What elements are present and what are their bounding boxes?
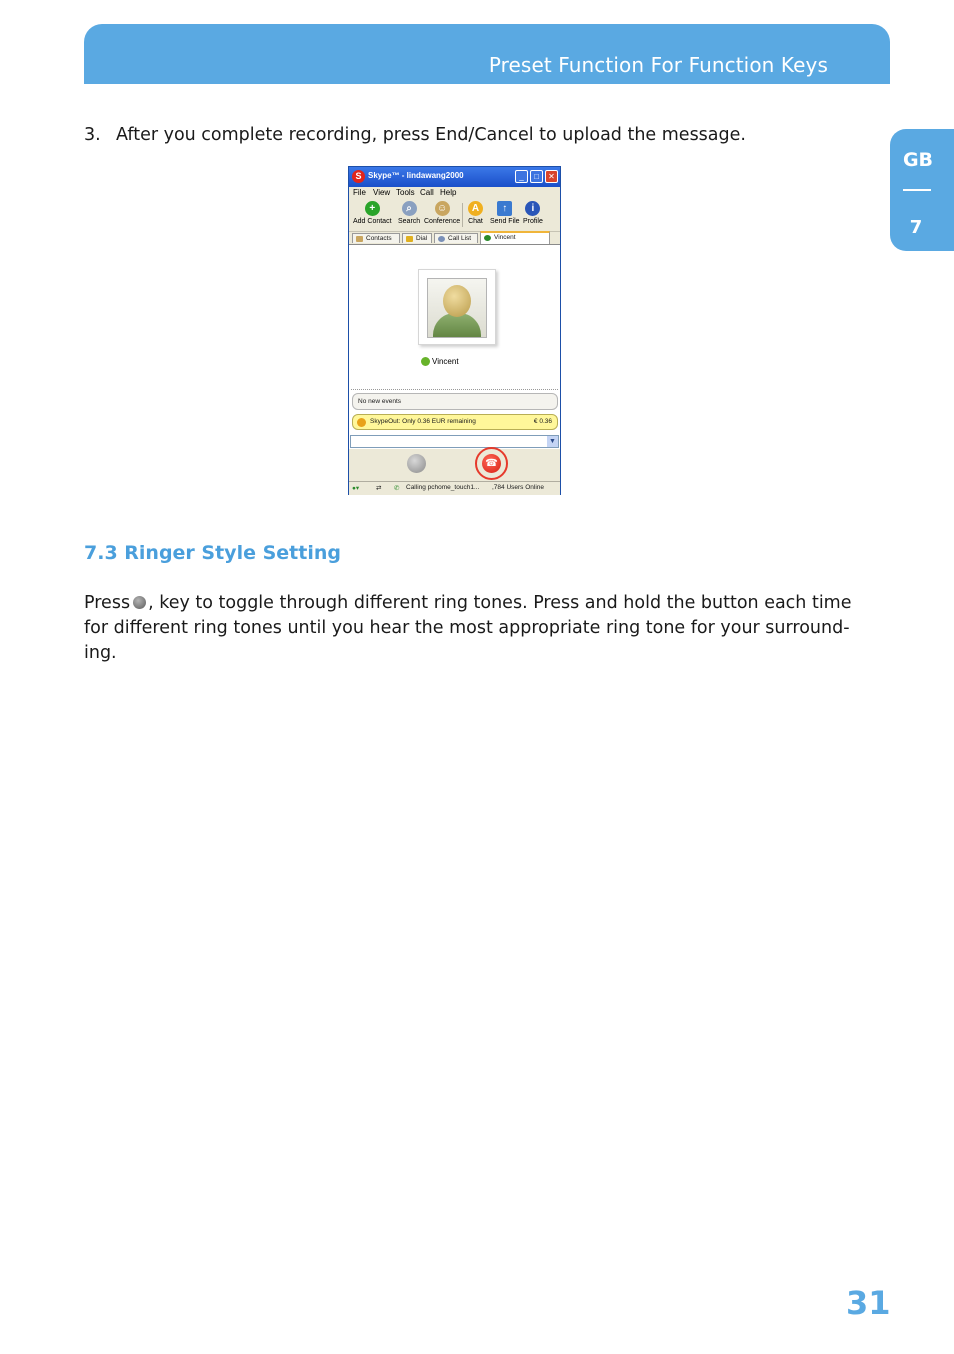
conference-button[interactable] [424, 201, 460, 225]
menu-call[interactable]: Call [420, 188, 434, 197]
paragraph-line-2: for different ring tones until you hear the most appropriate ring tone for your surround- [84, 618, 850, 638]
conference-label: Conference [424, 218, 461, 225]
chapter-side-tab [890, 129, 954, 251]
tab-dial-label: Dial [416, 235, 428, 242]
paragraph-line-3: ing. [84, 643, 117, 663]
number-dropdown[interactable] [350, 435, 559, 448]
add-contact-icon: + [365, 201, 380, 216]
step-3 [84, 125, 746, 145]
tab-call-list[interactable] [434, 233, 478, 243]
maximize-button[interactable]: □ [530, 170, 543, 183]
status-icon[interactable]: ●▾ [352, 485, 360, 492]
avatar-picture [427, 278, 487, 338]
dial-icon [406, 236, 413, 242]
toolbar [349, 199, 560, 232]
step-number: 3. [84, 125, 101, 145]
step-text: After you complete recording, press End/Cancel to upload the message. [116, 125, 746, 145]
events-panel[interactable]: No new events [352, 393, 558, 410]
skypeout-credit-bar[interactable] [352, 414, 558, 430]
section-heading: 7.3 Ringer Style Setting [84, 542, 341, 564]
send-file-label: Send File [490, 218, 520, 225]
users-online: ,784 Users Online [492, 484, 545, 491]
minimize-button[interactable]: _ [515, 170, 528, 183]
page-number: 31 [846, 1284, 891, 1322]
tab-call-list-label: Call List [448, 235, 472, 242]
calling-status: Calling pchome_touch1... [406, 484, 480, 491]
side-tab-divider [903, 189, 931, 191]
close-button[interactable]: ✕ [545, 170, 558, 183]
toolbar-separator [462, 203, 463, 227]
menu-file[interactable]: File [353, 188, 366, 197]
header-title: Preset Function For Function Keys [488, 53, 828, 77]
contact-name-text: Vincent [432, 357, 459, 366]
search-button[interactable] [398, 201, 420, 225]
call-button[interactable] [407, 454, 426, 473]
profile-button[interactable] [523, 201, 543, 225]
tab-vincent-label: Vincent [494, 234, 516, 241]
info-icon: i [525, 201, 540, 216]
send-file-icon: ↑ [497, 201, 512, 216]
add-contact-button[interactable] [353, 201, 392, 225]
status-bar [349, 481, 560, 495]
conference-icon: ☺ [435, 201, 450, 216]
tab-contacts[interactable] [352, 233, 400, 243]
end-call-button[interactable]: ☎ [482, 454, 501, 473]
search-label: Search [398, 218, 421, 225]
send-file-button[interactable] [490, 201, 520, 225]
avatar-head [443, 285, 471, 317]
window-titlebar [349, 167, 560, 187]
chat-label: Chat [468, 218, 483, 225]
contact-avatar [418, 269, 496, 345]
profile-label: Profile [523, 218, 543, 225]
chapter-number: 7 [909, 217, 923, 238]
menu-view[interactable]: View [373, 188, 391, 197]
call-controls [349, 449, 560, 481]
skype-logo-icon: S [352, 170, 365, 183]
phone-icon [484, 235, 491, 241]
credit-amount: € 0.36 [533, 418, 552, 425]
ringer-key-icon [133, 596, 146, 609]
contacts-icon [356, 236, 363, 242]
add-contact-label: Add Contact [353, 218, 392, 225]
menu-bar [349, 187, 560, 199]
tab-dial[interactable] [402, 233, 432, 243]
header-band [84, 24, 890, 84]
search-icon: ⌕ [402, 201, 417, 216]
paragraph-line-1 [84, 591, 852, 616]
window-title: Skype™ - lindawang2000 [368, 171, 464, 180]
phone-status-icon: ✆ [394, 485, 400, 492]
dotted-divider [351, 389, 558, 390]
tab-contacts-label: Contacts [366, 235, 392, 242]
language-label: GB [902, 149, 934, 171]
paragraph-line-1-rest: , key to toggle through different ring tones. Press and hold the button each time [148, 593, 852, 613]
chat-button[interactable] [468, 201, 483, 225]
press-word: Press [84, 593, 131, 613]
skype-window-screenshot [348, 166, 561, 495]
tab-vincent[interactable] [480, 231, 550, 244]
ringer-paragraph [84, 591, 852, 666]
menu-help[interactable]: Help [440, 188, 457, 197]
transfer-icon: ⇄ [376, 485, 382, 492]
skypeout-icon [357, 418, 366, 427]
online-status-icon [421, 357, 430, 366]
chat-icon: A [468, 201, 483, 216]
chevron-down-icon[interactable]: ▼ [547, 436, 558, 447]
contact-name [421, 357, 459, 366]
menu-tools[interactable]: Tools [396, 188, 415, 197]
clock-icon [438, 236, 445, 242]
credit-text: SkypeOut: Only 0.36 EUR remaining [370, 418, 476, 425]
tab-bar [349, 232, 560, 245]
